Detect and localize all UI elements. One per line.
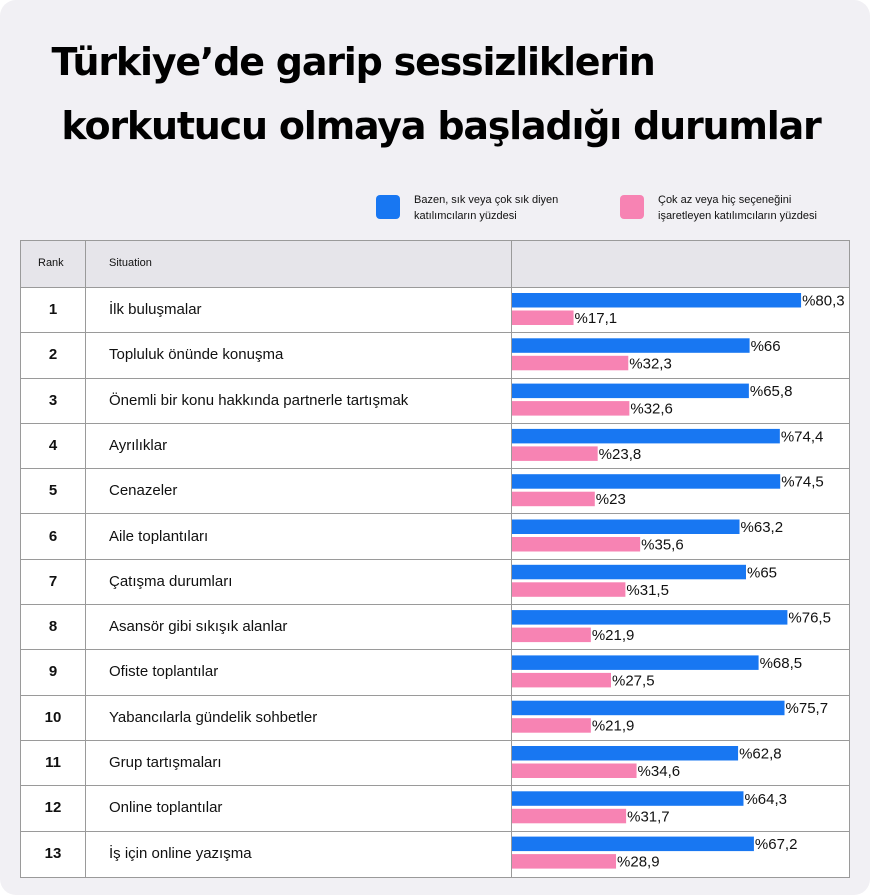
table-row [21,333,849,378]
legend-label-frequent: Bazen, sık veya çok sık diyen katılımcıların yüzdesi [414,194,559,222]
row-rank: 5 [48,482,58,500]
data-label-frequent: %64,3 [744,790,788,808]
situations-table [20,240,850,878]
row-rank: 1 [48,301,58,318]
row-rank: 12 [44,799,62,817]
table-row [21,650,849,695]
legend-item-rarely [620,192,817,224]
data-label-frequent: %74,4 [780,428,824,446]
row-rank: 13 [44,844,62,862]
data-label-frequent: %75,7 [785,700,829,718]
table-row [21,515,849,560]
data-label-frequent: %80,3 [802,292,845,310]
data-label-frequent: %74,5 [781,473,824,491]
data-label-rarely: %34,6 [637,763,681,780]
row-rank: 10 [44,708,62,726]
legend-swatch-pink [620,195,644,219]
chart-title-line-1: Türkiye’de garip sessizliklerin [51,40,655,84]
data-label-rarely: %31,5 [626,581,669,599]
row-rank: 11 [45,754,61,771]
data-label-rarely: %28,9 [617,853,660,871]
row-rank: 4 [48,436,58,454]
table-row [21,288,849,333]
row-rank: 7 [48,572,58,590]
table-row [21,469,849,514]
row-situation: İlk buluşmalar [109,301,202,318]
data-label-frequent: %65 [747,564,778,582]
row-situation: Önemli bir konu hakkında partnerle tartışmak [109,391,409,409]
legend-item-frequent [376,192,558,224]
data-label-frequent: %65,8 [749,383,793,401]
row-situation: Yabancılarla gündelik sohbetler [109,708,318,726]
data-label-rarely: %27,5 [612,672,655,690]
row-rank: 6 [48,527,58,545]
row-situation: Aile toplantıları [109,527,209,545]
data-label-rarely: %23 [595,491,626,509]
column-divider-rank [85,241,86,877]
legend-label-rarely: Çok az veya hiç seçeneğini işaretleyen katılımcıların yüzdesi [658,194,817,222]
table-row [21,696,849,741]
data-label-rarely: %21,9 [591,717,635,735]
data-label-frequent: %63,2 [740,519,784,536]
table-header [21,241,849,288]
data-label-frequent: %66 [750,337,781,355]
table-row [21,832,849,877]
row-situation: Ayrılıklar [109,436,168,454]
table-row [21,605,849,650]
table-row [21,560,849,605]
data-label-rarely: %23,8 [598,445,642,463]
table-row [21,786,849,831]
data-label-rarely: %32,6 [630,400,673,418]
data-label-rarely: %21,9 [591,627,635,645]
row-situation: İş için online yazışma [109,844,252,862]
data-label-frequent: %68,5 [759,654,803,672]
table-row [21,424,849,469]
data-label-frequent: %62,8 [739,745,782,763]
data-label-rarely: %35,6 [641,536,684,554]
row-rank: 8 [48,618,58,636]
chart-title-line-2: korkutucu olmaya başladığı durumlar [61,104,821,148]
row-situation: Grup tartışmaları [109,754,222,771]
row-situation: Ofiste toplantılar [109,663,219,681]
column-divider-chart [511,241,512,877]
row-situation: Çatışma durumları [109,572,233,590]
row-situation: Cenazeler [109,482,178,500]
row-situation: Asansör gibi sıkışık alanlar [109,618,288,636]
row-rank: 9 [48,663,58,681]
row-rank: 3 [48,391,58,409]
row-situation: Topluluk önünde konuşma [109,346,284,364]
data-label-frequent: %67,2 [754,836,798,854]
header-situation: Situation [109,257,152,269]
data-label-frequent: %76,5 [788,609,831,627]
row-rank: 2 [48,346,58,364]
data-label-rarely: %17,1 [574,310,618,327]
data-label-rarely: %31,7 [627,808,670,826]
row-situation: Online toplantılar [109,799,223,817]
table-row [21,379,849,424]
table-row [21,741,849,786]
legend-swatch-blue [376,195,400,219]
data-label-rarely: %32,3 [629,355,672,373]
header-rank: Rank [38,257,64,269]
